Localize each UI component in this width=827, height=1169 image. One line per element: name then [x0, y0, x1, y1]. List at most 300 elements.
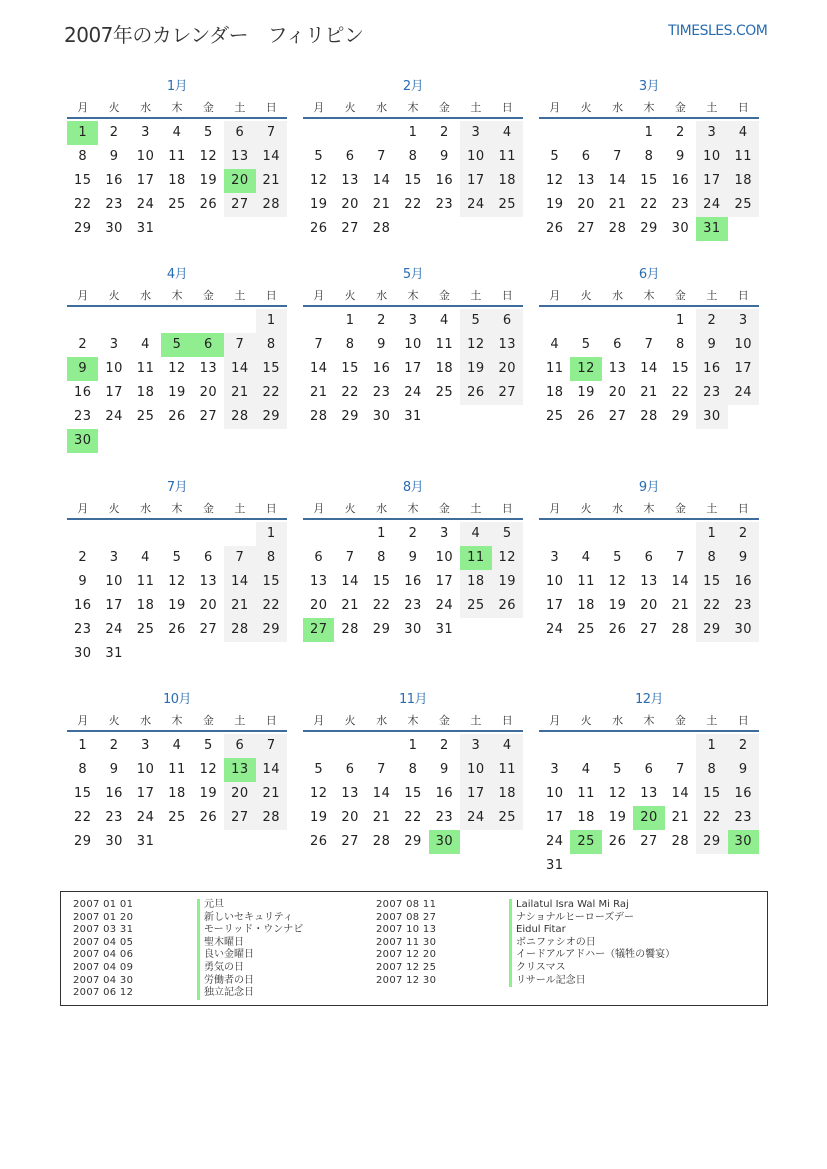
holiday-day-cell: 11 [460, 546, 491, 570]
day-cell: 20 [341, 810, 359, 825]
day-cell: 29 [73, 834, 92, 849]
weekday-header [303, 712, 523, 732]
weekday-label: 日 [501, 502, 513, 515]
day-cell: 23 [73, 622, 92, 637]
day-cell: 26 [168, 409, 186, 424]
day-cell: 21 [671, 810, 690, 825]
day-cell: 12 [545, 173, 564, 188]
day-cell: 23 [703, 385, 721, 400]
day-cell: 19 [199, 786, 218, 801]
day-cell: 8 [266, 337, 276, 352]
day-cell: 9 [707, 337, 717, 352]
day-cell: 21 [309, 385, 328, 400]
day-cell: 30 [734, 622, 753, 637]
day-cell: 13 [309, 574, 328, 589]
holiday-date: 2007 06 12 [73, 987, 134, 999]
day-cell: 1 [78, 738, 88, 753]
day-cell: 26 [199, 810, 218, 825]
day-cell: 7 [676, 762, 685, 777]
day-cell: 2 [440, 738, 449, 753]
day-cell: 10 [703, 149, 721, 164]
day-cell: 8 [707, 550, 717, 565]
weekday-label: 火 [580, 502, 592, 515]
weekday-label: 土 [706, 289, 718, 302]
day-cell: 16 [105, 786, 123, 801]
day-cell: 7 [676, 550, 685, 565]
day-cell: 16 [671, 173, 690, 188]
legend-names-left [197, 899, 303, 1000]
holiday-day-cell: 30 [67, 429, 98, 453]
weekday-header [67, 99, 287, 119]
day-cell: 8 [78, 149, 88, 164]
day-cell: 6 [345, 762, 355, 777]
weekday-label: 金 [438, 101, 450, 114]
day-cell: 24 [136, 810, 155, 825]
day-cell: 10 [734, 337, 753, 352]
weekday-label: 日 [501, 289, 513, 302]
day-cell: 5 [550, 149, 560, 164]
holiday-name: 独立記念日 [197, 987, 303, 1000]
day-cell: 8 [676, 337, 685, 352]
day-cell: 27 [608, 409, 627, 424]
holiday-name: クリスマス [509, 962, 675, 975]
day-cell: 10 [105, 361, 123, 376]
month-name: 11月 [398, 692, 428, 707]
day-cell: 9 [78, 574, 88, 589]
day-cell: 30 [73, 646, 92, 661]
day-cell: 21 [262, 786, 281, 801]
day-cell: 1 [345, 313, 355, 328]
day-cell: 23 [671, 197, 690, 212]
day-cell: 20 [341, 197, 359, 212]
day-cell: 28 [231, 409, 249, 424]
day-cell: 29 [703, 622, 721, 637]
day-cell: 14 [671, 574, 690, 589]
holiday-date: 2007 04 06 [73, 949, 134, 961]
holiday-date: 2007 01 01 [73, 899, 134, 910]
day-cell: 5 [581, 337, 591, 352]
day-cell: 18 [577, 598, 595, 613]
day-cell: 15 [341, 361, 359, 376]
day-cell: 27 [640, 834, 658, 849]
day-cell: 3 [109, 337, 119, 352]
day-cell: 7 [314, 337, 324, 352]
day-cell: 21 [231, 598, 249, 613]
holiday-date: 2007 11 30 [376, 936, 437, 948]
weekday-label: 木 [407, 101, 419, 114]
weekday-label: 火 [344, 502, 356, 515]
day-cell: 27 [199, 409, 218, 424]
day-cell: 13 [199, 361, 218, 376]
weekday-label: 木 [643, 714, 655, 727]
day-cell: 11 [498, 762, 517, 777]
day-cell: 2 [78, 337, 88, 352]
weekday-label: 日 [265, 101, 277, 114]
day-cell: 26 [608, 834, 627, 849]
day-cell: 10 [404, 337, 422, 352]
day-cell: 24 [467, 197, 485, 212]
weekday-header [303, 500, 523, 520]
day-cell: 24 [404, 385, 422, 400]
day-cell: 16 [734, 786, 753, 801]
day-cell: 12 [309, 173, 328, 188]
day-cell: 23 [105, 810, 123, 825]
day-cell: 31 [545, 858, 564, 873]
day-cell: 11 [435, 337, 454, 352]
day-cell: 7 [613, 149, 622, 164]
day-cell: 27 [199, 622, 218, 637]
holiday-name: ナショナルヒーローズデー [509, 912, 675, 925]
day-cell: 19 [168, 385, 186, 400]
day-cell: 20 [199, 385, 218, 400]
day-cell: 5 [204, 738, 213, 753]
day-cell: 20 [577, 197, 595, 212]
day-cell: 31 [105, 646, 123, 661]
day-cell: 4 [502, 125, 512, 140]
day-cell: 27 [640, 622, 658, 637]
day-cell: 3 [109, 550, 119, 565]
holiday-name: 聖木曜日 [197, 937, 303, 950]
day-cell: 12 [498, 550, 517, 565]
day-cell: 16 [105, 173, 123, 188]
day-cell: 22 [703, 810, 721, 825]
day-cell: 18 [734, 173, 753, 188]
day-cell: 15 [404, 173, 422, 188]
day-cell: 6 [613, 337, 622, 352]
weekday-label: 水 [140, 714, 152, 727]
day-cell: 29 [671, 409, 690, 424]
day-cell: 17 [545, 598, 564, 613]
day-cell: 9 [109, 149, 119, 164]
holiday-date: 2007 01 20 [73, 911, 134, 923]
weekday-label: 土 [234, 289, 246, 302]
weekday-label: 金 [438, 502, 450, 515]
weekday-label: 木 [171, 289, 183, 302]
day-cell: 28 [608, 221, 627, 236]
day-cell: 9 [109, 762, 119, 777]
day-cell: 24 [467, 810, 485, 825]
day-cell: 2 [440, 125, 449, 140]
weekday-label: 木 [407, 502, 419, 515]
weekday-label: 土 [706, 101, 718, 114]
day-cell: 26 [608, 622, 627, 637]
day-cell: 6 [345, 149, 355, 164]
day-cell: 3 [141, 738, 150, 753]
weekday-label: 日 [737, 289, 749, 302]
day-cell: 18 [498, 173, 517, 188]
weekday-label: 月 [77, 502, 89, 515]
day-cell: 26 [577, 409, 595, 424]
day-cell: 31 [136, 834, 155, 849]
day-cell: 24 [435, 598, 454, 613]
day-cell: 21 [608, 197, 627, 212]
day-cell: 22 [671, 385, 690, 400]
day-cell: 18 [467, 574, 485, 589]
day-cell: 20 [231, 786, 249, 801]
day-cell: 22 [404, 810, 422, 825]
day-cell: 13 [640, 786, 658, 801]
day-cell: 2 [408, 526, 418, 541]
day-cell: 19 [168, 598, 186, 613]
weekday-label: 月 [549, 502, 561, 515]
day-cell: 9 [408, 550, 418, 565]
day-cell: 15 [372, 574, 391, 589]
day-cell: 7 [644, 337, 654, 352]
day-cell: 25 [498, 810, 517, 825]
day-cell: 15 [640, 173, 658, 188]
day-cell: 18 [577, 810, 595, 825]
weekday-label: 水 [612, 714, 624, 727]
day-cell: 4 [581, 550, 591, 565]
day-cell: 21 [372, 197, 391, 212]
holiday-day-cell: 20 [633, 806, 664, 830]
day-cell: 11 [168, 762, 186, 777]
day-cell: 4 [141, 550, 150, 565]
day-cell: 23 [105, 197, 123, 212]
day-cell: 30 [372, 409, 391, 424]
day-cell: 7 [377, 762, 386, 777]
weekday-label: 火 [580, 101, 592, 114]
day-cell: 8 [408, 149, 418, 164]
weekday-label: 月 [77, 101, 89, 114]
weekday-label: 木 [643, 502, 655, 515]
day-cell: 24 [105, 622, 123, 637]
day-cell: 29 [404, 834, 422, 849]
holiday-date: 2007 04 05 [73, 936, 134, 948]
weekday-label: 月 [77, 714, 89, 727]
weekday-label: 金 [438, 289, 450, 302]
holiday-day-cell: 30 [728, 830, 759, 854]
day-cell: 15 [703, 574, 721, 589]
weekday-label: 日 [265, 714, 277, 727]
day-cell: 11 [734, 149, 753, 164]
day-cell: 27 [577, 221, 595, 236]
day-cell: 6 [235, 125, 245, 140]
day-cell: 28 [671, 622, 690, 637]
day-cell: 3 [408, 313, 418, 328]
day-cell: 10 [467, 149, 485, 164]
day-cell: 5 [613, 762, 622, 777]
day-cell: 25 [467, 598, 485, 613]
month-name: 6月 [638, 267, 660, 282]
weekday-label: 月 [313, 502, 325, 515]
weekday-label: 火 [108, 101, 120, 114]
day-cell: 16 [734, 574, 753, 589]
day-cell: 19 [577, 385, 595, 400]
weekday-label: 火 [580, 714, 592, 727]
day-cell: 29 [262, 409, 281, 424]
day-cell: 2 [377, 313, 386, 328]
day-cell: 4 [738, 125, 748, 140]
day-cell: 21 [372, 810, 391, 825]
day-cell: 5 [314, 762, 324, 777]
month-name: 3月 [638, 79, 660, 94]
day-cell: 30 [105, 834, 123, 849]
weekday-label: 日 [265, 502, 277, 515]
day-cell: 11 [545, 361, 564, 376]
day-cell: 21 [231, 385, 249, 400]
day-cell: 18 [136, 385, 155, 400]
day-cell: 7 [266, 125, 276, 140]
holiday-date: 2007 03 31 [73, 924, 134, 936]
holiday-day-cell: 9 [67, 357, 98, 381]
day-cell: 25 [435, 385, 454, 400]
day-cell: 20 [309, 598, 328, 613]
weekday-label: 金 [674, 714, 686, 727]
day-cell: 18 [545, 385, 564, 400]
day-cell: 31 [435, 622, 454, 637]
day-cell: 2 [676, 125, 685, 140]
day-cell: 1 [707, 526, 717, 541]
day-cell: 14 [640, 361, 658, 376]
holiday-date: 2007 04 09 [73, 961, 134, 973]
weekday-label: 水 [612, 502, 624, 515]
holiday-date: 2007 04 30 [73, 974, 134, 986]
day-cell: 23 [435, 197, 454, 212]
day-cell: 22 [404, 197, 422, 212]
day-cell: 26 [545, 221, 564, 236]
weekday-label: 火 [108, 289, 120, 302]
day-cell: 16 [73, 598, 92, 613]
day-cell: 26 [309, 834, 328, 849]
day-cell: 5 [471, 313, 481, 328]
holiday-date: 2007 08 11 [376, 899, 437, 910]
weekday-label: 日 [737, 502, 749, 515]
weekday-label: 日 [737, 101, 749, 114]
day-cell: 24 [136, 197, 155, 212]
day-cell: 22 [372, 598, 391, 613]
day-cell: 19 [608, 598, 627, 613]
day-cell: 1 [707, 738, 717, 753]
weekday-label: 火 [344, 101, 356, 114]
day-cell: 22 [640, 197, 658, 212]
weekday-label: 日 [265, 289, 277, 302]
day-cell: 19 [199, 173, 218, 188]
day-cell: 13 [231, 149, 249, 164]
day-cell: 19 [309, 810, 328, 825]
day-cell: 24 [703, 197, 721, 212]
day-cell: 27 [231, 197, 249, 212]
day-cell: 23 [435, 810, 454, 825]
day-cell: 18 [498, 786, 517, 801]
weekday-label: 火 [580, 289, 592, 302]
day-cell: 14 [671, 786, 690, 801]
holiday-day-cell: 20 [224, 169, 255, 193]
day-cell: 26 [168, 622, 186, 637]
day-cell: 12 [199, 762, 218, 777]
holiday-day-cell: 6 [193, 333, 224, 357]
day-cell: 20 [640, 598, 658, 613]
weekday-label: 土 [470, 289, 482, 302]
weekday-label: 金 [202, 289, 214, 302]
weekday-label: 水 [376, 101, 388, 114]
day-cell: 2 [738, 738, 748, 753]
month-name: 4月 [166, 267, 188, 282]
weekday-header [67, 712, 287, 732]
day-cell: 24 [734, 385, 753, 400]
weekday-label: 月 [313, 714, 325, 727]
month-name: 7月 [166, 480, 188, 495]
day-cell: 18 [168, 786, 186, 801]
holiday-legend [60, 891, 768, 1006]
day-cell: 19 [608, 810, 627, 825]
day-cell: 2 [109, 125, 119, 140]
day-cell: 28 [262, 197, 281, 212]
holiday-day-cell: 12 [570, 357, 601, 381]
weekday-label: 土 [234, 714, 246, 727]
day-cell: 15 [73, 786, 92, 801]
day-cell: 25 [545, 409, 564, 424]
holiday-date: 2007 12 25 [376, 961, 437, 973]
day-cell: 25 [136, 622, 155, 637]
day-cell: 22 [341, 385, 359, 400]
holiday-name: モーリッド・ウンナビ [197, 924, 303, 937]
page-title: 2007年のカレンダー フィリピン [64, 23, 364, 47]
day-cell: 14 [231, 361, 249, 376]
day-cell: 5 [172, 550, 182, 565]
day-cell: 28 [309, 409, 328, 424]
day-cell: 11 [577, 574, 595, 589]
holiday-date: 2007 12 30 [376, 974, 437, 986]
day-cell: 13 [577, 173, 595, 188]
day-cell: 17 [734, 361, 753, 376]
month-name: 2月 [402, 79, 424, 94]
day-cell: 1 [266, 526, 276, 541]
legend-names-right [509, 899, 675, 987]
day-cell: 30 [671, 221, 690, 236]
day-cell: 21 [341, 598, 359, 613]
day-cell: 9 [738, 550, 748, 565]
day-cell: 6 [644, 762, 654, 777]
day-cell: 17 [545, 810, 564, 825]
month-name: 1月 [166, 79, 188, 94]
day-cell: 2 [109, 738, 119, 753]
day-cell: 12 [168, 574, 186, 589]
day-cell: 15 [73, 173, 92, 188]
weekday-label: 土 [470, 101, 482, 114]
day-cell: 19 [498, 574, 517, 589]
holiday-date: 2007 10 13 [376, 924, 437, 936]
day-cell: 15 [703, 786, 721, 801]
month-name: 8月 [402, 480, 424, 495]
day-cell: 23 [73, 409, 92, 424]
brand-link[interactable]: TIMESLES.COM [668, 23, 768, 39]
day-cell: 3 [471, 738, 481, 753]
day-cell: 16 [703, 361, 721, 376]
holiday-name: Eidul Fitar [509, 924, 675, 937]
weekday-label: 木 [171, 714, 183, 727]
day-cell: 1 [408, 738, 418, 753]
weekday-label: 土 [234, 101, 246, 114]
day-cell: 1 [676, 313, 685, 328]
day-cell: 27 [498, 385, 517, 400]
weekday-label: 日 [501, 714, 513, 727]
legend-dates-left [73, 899, 133, 1000]
day-cell: 29 [372, 622, 391, 637]
day-cell: 28 [640, 409, 658, 424]
day-cell: 16 [435, 173, 454, 188]
day-cell: 6 [314, 550, 324, 565]
day-cell: 10 [545, 574, 564, 589]
day-cell: 28 [231, 622, 249, 637]
day-cell: 13 [498, 337, 517, 352]
day-cell: 26 [498, 598, 517, 613]
weekday-label: 日 [737, 714, 749, 727]
day-cell: 3 [141, 125, 150, 140]
day-cell: 3 [550, 550, 560, 565]
day-cell: 24 [545, 834, 564, 849]
holiday-name: 新しいセキュリティ [197, 912, 303, 925]
